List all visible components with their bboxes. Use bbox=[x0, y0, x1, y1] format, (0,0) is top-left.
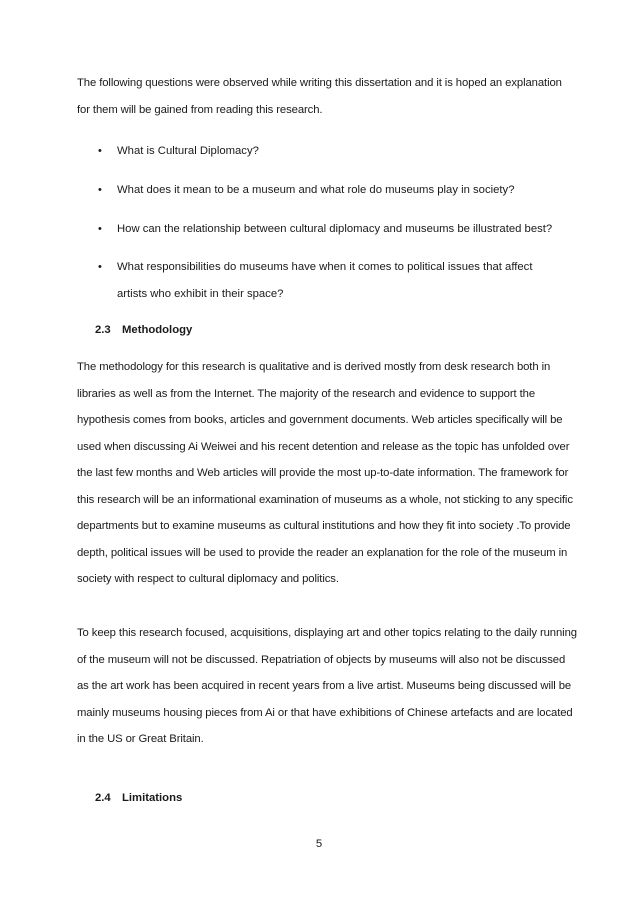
page-number: 5 bbox=[315, 838, 323, 850]
methodology-paragraph-1: The methodology for this research is qualitative and is derived mostly from desk research both in libraries as well as from the Internet. The majority of the research and evidence to support the hypothesis comes from books, articles and government documents. Web articles specifically will be used when discussing Ai Weiwei and his recent detention and release as the topic has unfolded over the last few months and Web articles will provide the most up-to-date information. The framework for this research will be an informational examination of museums as a whole, not sticking to any specific departments but to examine museums as cultural institutions and how they fit into society .To provide depth, political issues will be used to provide the reader an explanation for the role of the museum in society with respect to cultural diplomacy and politics. bbox=[77, 361, 573, 585]
question-item: • What is Cultural Diplomacy? bbox=[98, 138, 558, 165]
section-title: Limitations bbox=[122, 792, 183, 804]
section-number: 2.4 bbox=[95, 792, 111, 804]
intro-paragraph: The following questions were observed while writing this dissertation and it is hoped an explanation for them will be gained from reading this research. bbox=[77, 77, 562, 116]
section-title: Methodology bbox=[122, 324, 193, 336]
limitations-heading bbox=[95, 792, 182, 804]
questions-list bbox=[98, 138, 558, 320]
question-item: • How can the relationship between cultural diplomacy and museums be illustrated best? bbox=[98, 216, 558, 243]
methodology-heading bbox=[95, 324, 192, 336]
question-item: • What responsibilities do museums have when it comes to political issues that affect artists who exhibit in their space? bbox=[98, 254, 558, 307]
section-number: 2.3 bbox=[95, 324, 111, 336]
question-item: • What does it mean to be a museum and what role do museums play in society? bbox=[98, 177, 558, 204]
methodology-paragraph-2: To keep this research focused, acquisitions, displaying art and other topics relating to the daily running of the museum will not be discussed. Repatriation of objects by museums will also not be discussed as the art work has been acquired in recent years from a live artist. Museums being discussed will be mainly museums housing pieces from Ai or that have exhibitions of Chinese artefacts and are located in the US or Great Britain. bbox=[77, 627, 577, 745]
